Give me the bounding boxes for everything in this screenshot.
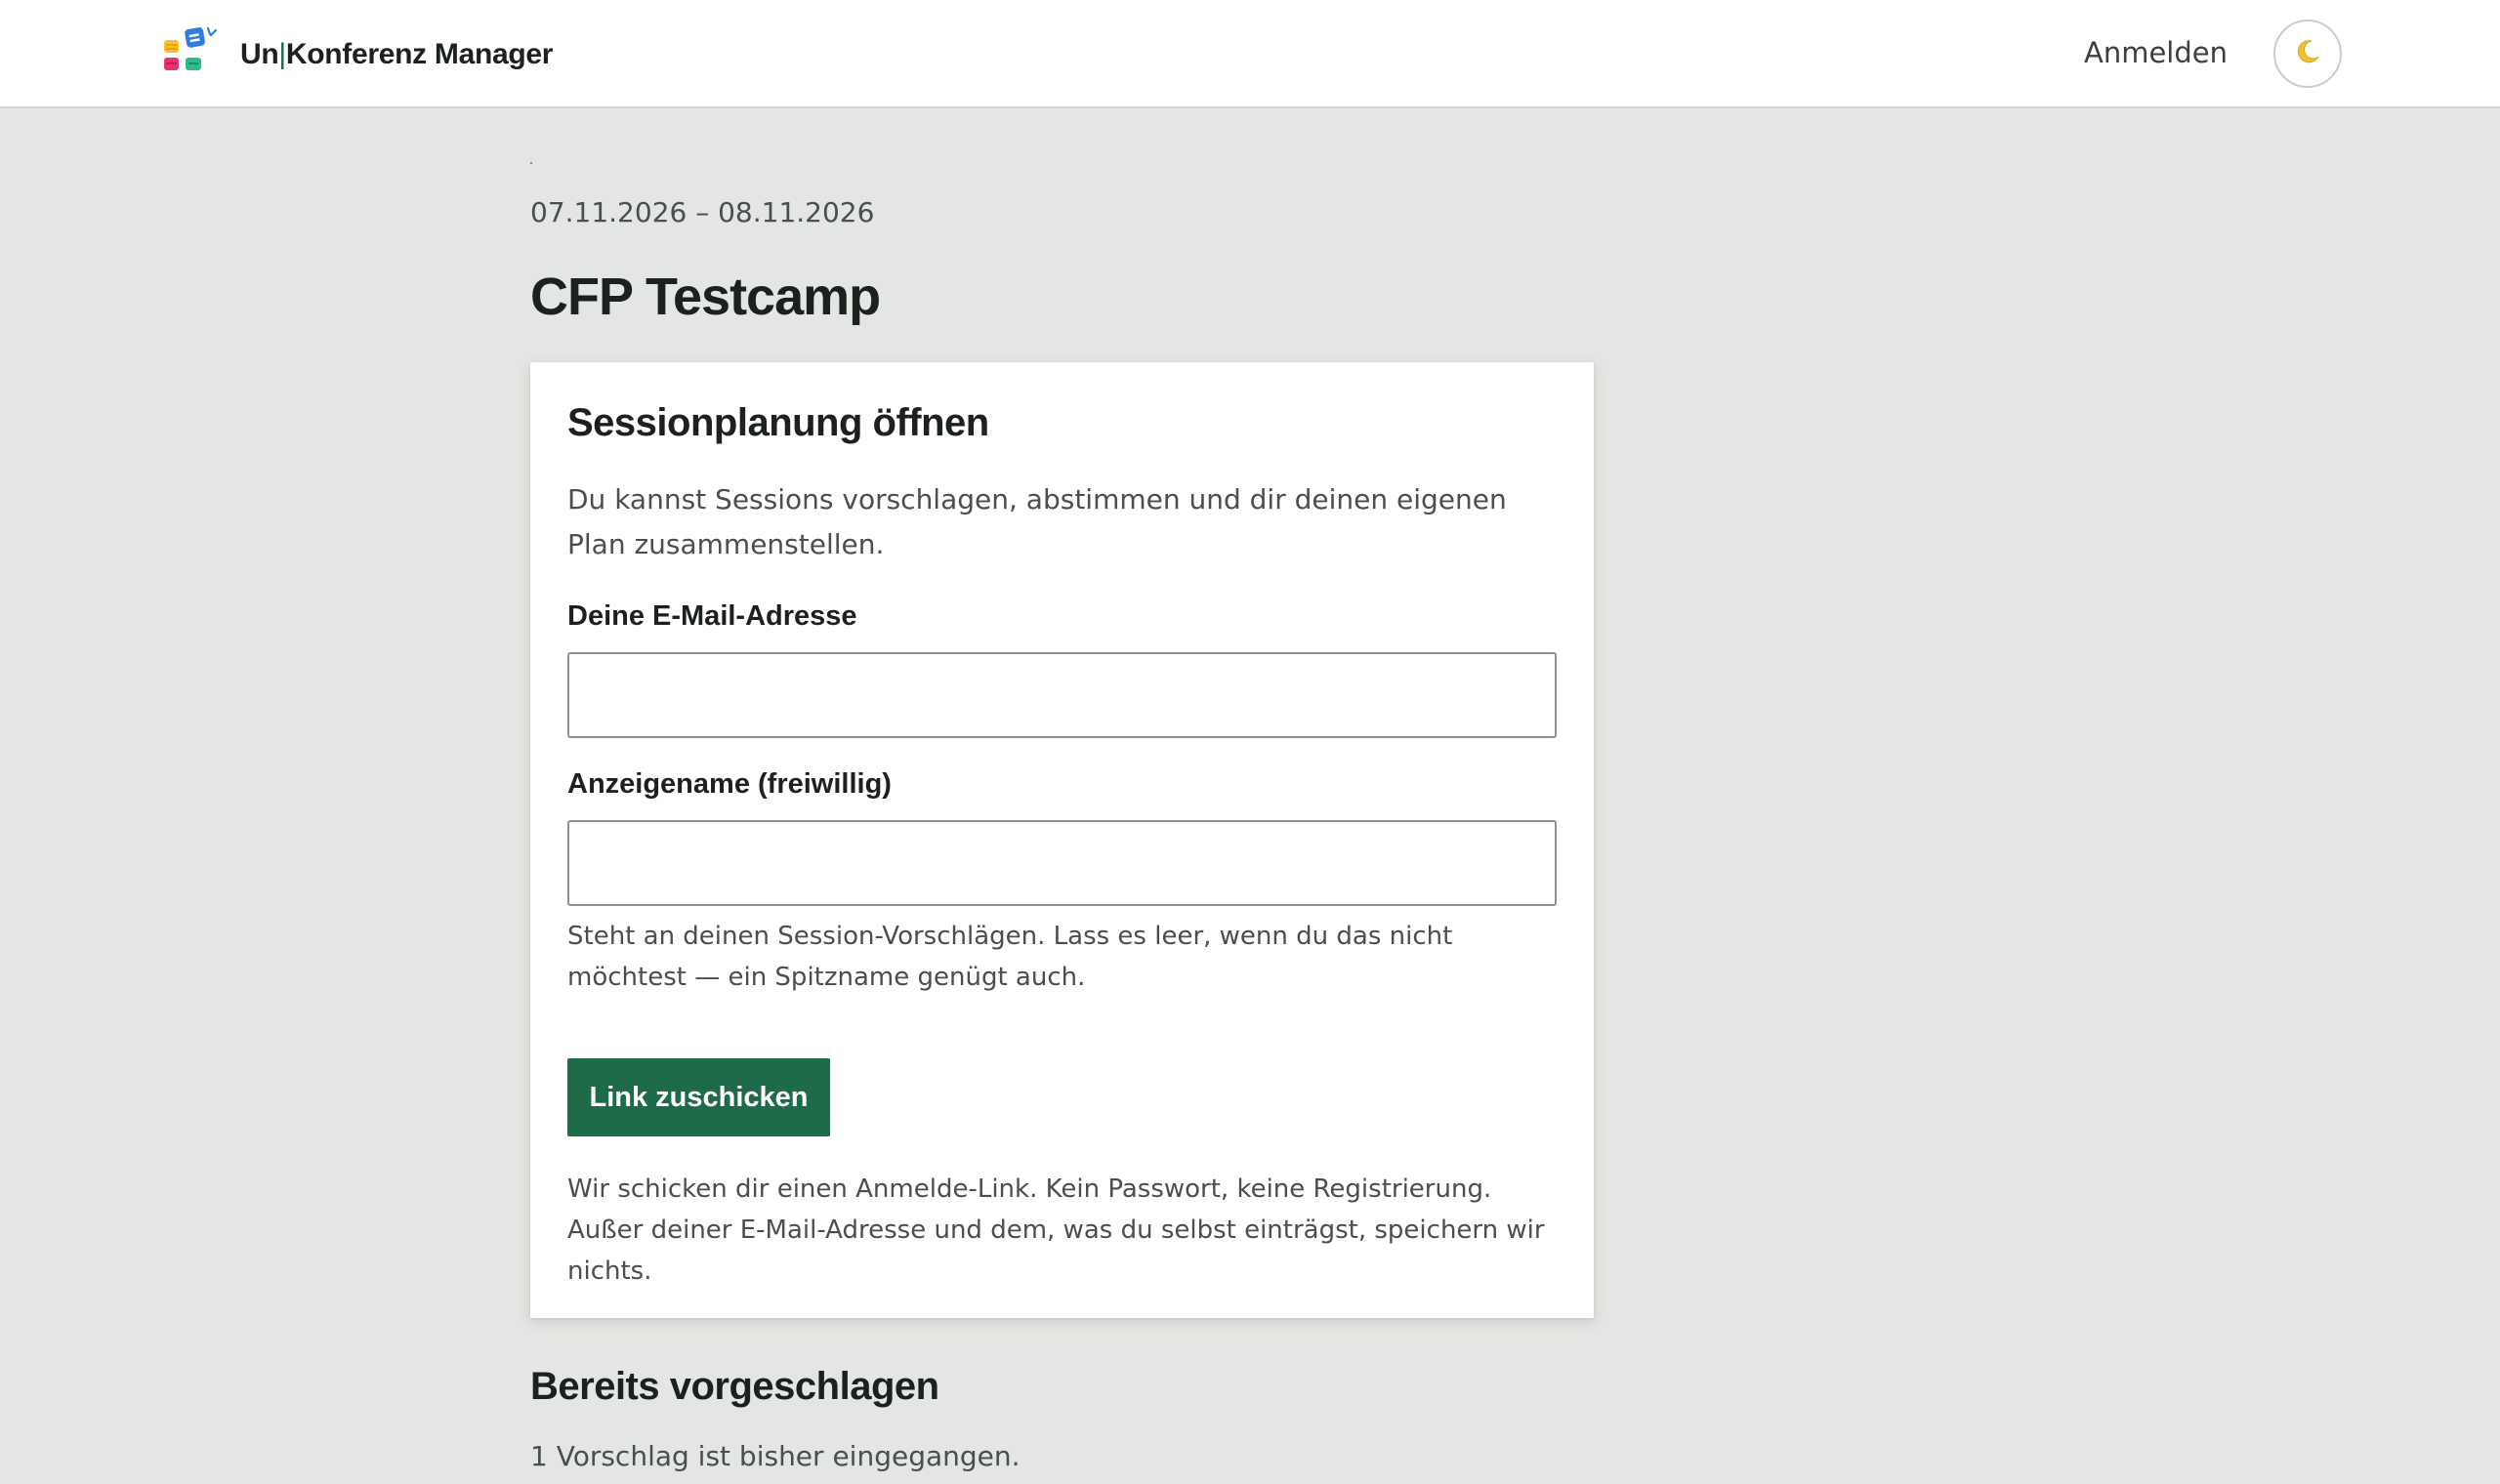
send-link-button[interactable]: Link zuschicken bbox=[567, 1058, 830, 1136]
proposals-summary: 1 Vorschlag ist bisher eingegangen. bbox=[530, 1440, 1021, 1472]
session-planning-card bbox=[530, 362, 1594, 1318]
email-field-label: Deine E-Mail-Adresse bbox=[567, 600, 857, 632]
display-name-field[interactable] bbox=[567, 820, 1557, 906]
page-title: CFP Testcamp bbox=[530, 268, 881, 326]
display-name-field-label: Anzeigename (freiwillig) bbox=[567, 768, 892, 800]
brand-separator: | bbox=[278, 38, 286, 70]
proposals-section-title: Bereits vorgeschlagen bbox=[530, 1365, 939, 1408]
login-link[interactable]: Anmelden bbox=[2084, 36, 2228, 69]
breadcrumb-marker bbox=[530, 162, 532, 164]
display-name-help-text: Steht an deinen Session-Vorschlägen. Lass es leer, wenn du das nicht möchtest — ein Spitzname genügt auch. bbox=[567, 922, 1453, 992]
email-field[interactable] bbox=[567, 652, 1557, 738]
privacy-note: Wir schicken dir einen Anmelde-Link. Kein Passwort, keine Registrierung. Außer deiner E-Mail-Adresse und dem, was du selbst einträgst, speichern wir nichts. bbox=[567, 1175, 1545, 1286]
brand-suffix: Konferenz Manager bbox=[285, 38, 554, 70]
app-name bbox=[240, 38, 553, 71]
theme-toggle-button[interactable] bbox=[2273, 20, 2342, 88]
brand-home-link[interactable] bbox=[160, 23, 553, 86]
top-navigation-bar bbox=[0, 0, 2500, 108]
brand-prefix: Un bbox=[240, 38, 279, 70]
card-intro-text: Du kannst Sessions vorschlagen, abstimmen und dir deinen eigenen Plan zusammenstellen. bbox=[567, 483, 1507, 560]
moon-icon bbox=[2293, 37, 2322, 70]
app-logo-icon bbox=[160, 23, 223, 86]
card-title: Sessionplanung öffnen bbox=[567, 401, 989, 444]
event-date-range: 07.11.2026 – 08.11.2026 bbox=[530, 196, 875, 228]
